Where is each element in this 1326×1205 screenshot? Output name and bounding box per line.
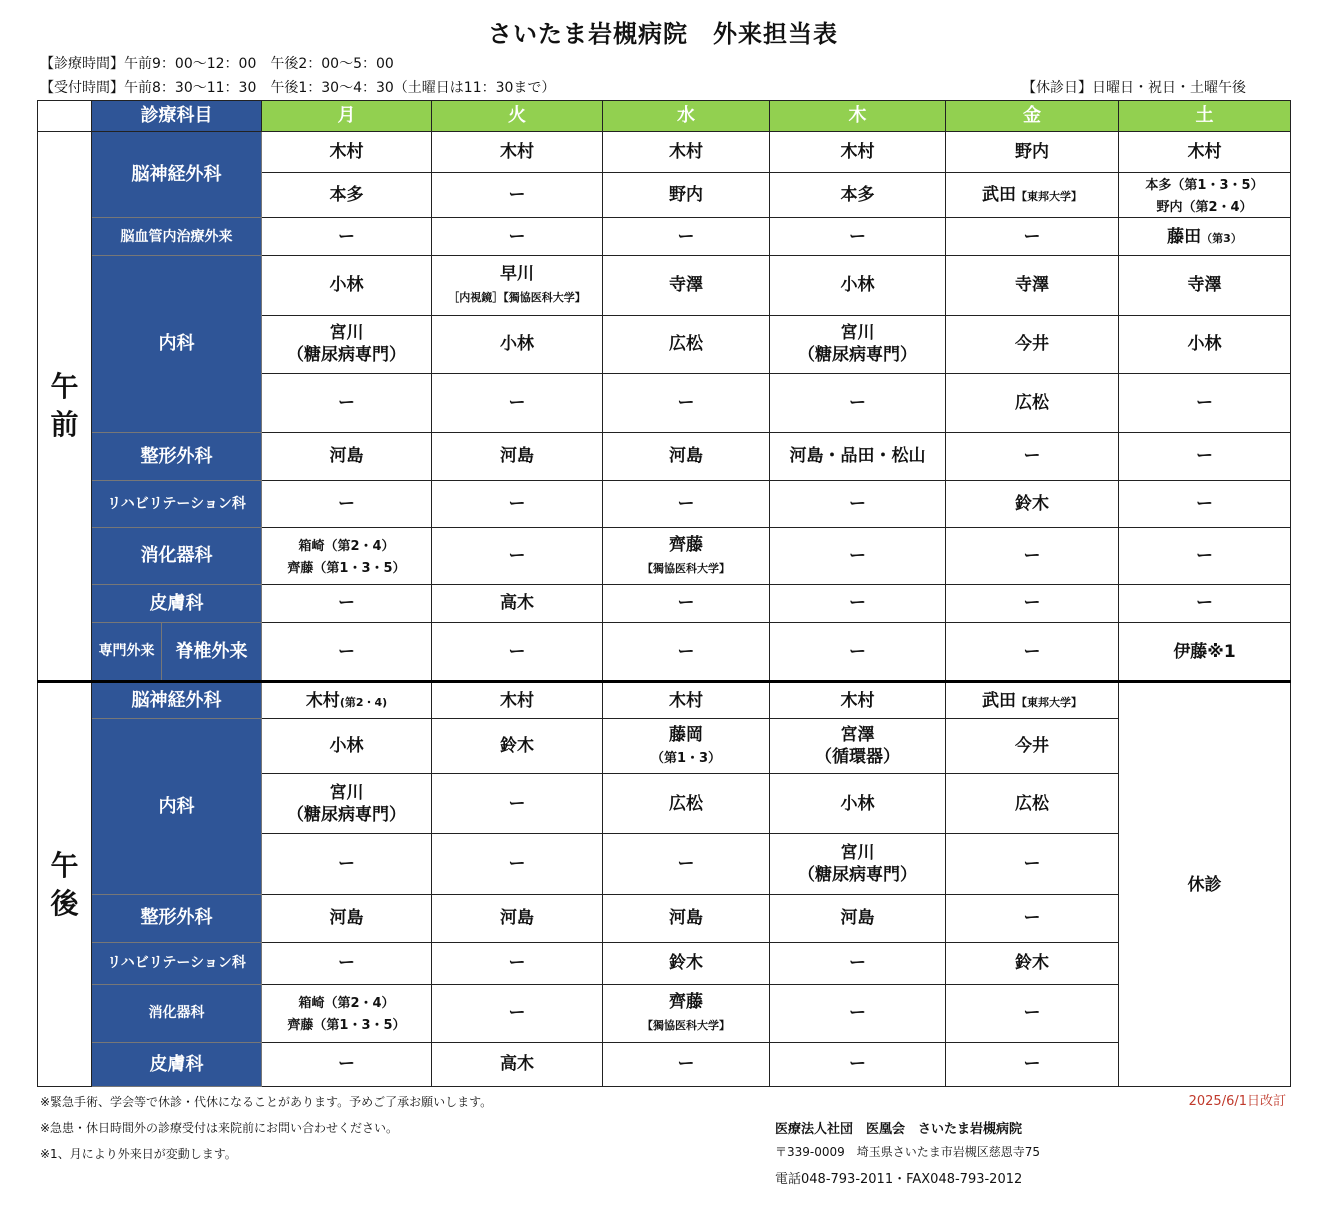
cell: ー: [946, 894, 1119, 942]
pm-sat-closed: 休診: [1119, 682, 1291, 1087]
cell: 小林: [262, 256, 432, 315]
dept-derm-pm: 皮膚科: [92, 1042, 262, 1086]
dept-special-label: 専門外来: [92, 623, 162, 682]
cell: ー: [946, 527, 1119, 584]
cell: ー: [1119, 527, 1291, 584]
day-mon: 月: [262, 101, 432, 132]
dept-neuro-pm: 脳神経外科: [92, 682, 262, 719]
day-thu: 木: [770, 101, 946, 132]
cell: ー: [603, 1042, 770, 1086]
cell: ー: [262, 584, 432, 622]
day-tue: 火: [432, 101, 603, 132]
dept-rehab-am: リハビリテーション科: [92, 480, 262, 527]
cell: 小林: [432, 315, 603, 373]
table-row: [38, 682, 1291, 719]
dept-ortho-am: 整形外科: [92, 432, 262, 480]
header-row: [38, 101, 1291, 132]
cell: 広松: [946, 373, 1119, 432]
cell: 広松: [603, 774, 770, 834]
cell: 寺澤: [946, 256, 1119, 315]
cell: ー: [1119, 432, 1291, 480]
cell: ー: [946, 218, 1119, 256]
table-row: [38, 480, 1291, 527]
period-pm: 午 後: [38, 682, 92, 1087]
revised-date: 2025/6/1日改訂: [1188, 1094, 1286, 1109]
cell: 河島: [262, 894, 432, 942]
cell: ー: [946, 432, 1119, 480]
cell: 小林: [1119, 315, 1291, 373]
cell: 木村: [770, 132, 946, 173]
cell: 河島: [603, 894, 770, 942]
cell: 寺澤: [1119, 256, 1291, 315]
corner-cell: [38, 101, 92, 132]
table-row: [38, 432, 1291, 480]
cell: ー: [603, 584, 770, 622]
cell: 今井: [946, 315, 1119, 373]
cell: ー: [262, 373, 432, 432]
dept-cerebro: 脳血管内治療外来: [92, 218, 262, 256]
cell: 木村: [1119, 132, 1291, 173]
cell: 小林: [770, 256, 946, 315]
cell: 河島: [432, 432, 603, 480]
cell: 武田【東邦大学】: [946, 682, 1119, 719]
cell: 宮川 （糖尿病専門）: [770, 315, 946, 373]
table-row: [38, 984, 1291, 1042]
cell: 河島: [432, 894, 603, 942]
cell: 齊藤 【獨協医科大学】: [603, 527, 770, 584]
table-row: [38, 623, 1291, 682]
cell: ー: [432, 480, 603, 527]
cell: 河島: [262, 432, 432, 480]
cell: 鈴木: [946, 942, 1119, 984]
table-row: [38, 218, 1291, 256]
cell: ー: [770, 1042, 946, 1086]
table-row: [38, 132, 1291, 173]
cell: ー: [770, 218, 946, 256]
dept-gastro-pm: 消化器科: [92, 984, 262, 1042]
cell: 鈴木: [603, 942, 770, 984]
dept-gastro-am: 消化器科: [92, 527, 262, 584]
cell: 本多（第1・3・5） 野内（第2・4）: [1119, 173, 1291, 218]
cell: ー: [432, 984, 603, 1042]
table-row: [38, 942, 1291, 984]
cell: ー: [603, 623, 770, 682]
reception-hours: 【受付時間】午前8：30〜11：30 午後1：30〜4：30（土曜日は11：30まで）: [40, 80, 556, 96]
cell: ー: [432, 527, 603, 584]
cell: 広松: [946, 774, 1119, 834]
cell: ー: [770, 584, 946, 622]
cell: 鈴木: [946, 480, 1119, 527]
cell: ー: [946, 984, 1119, 1042]
cell: ー: [603, 218, 770, 256]
table-row: [38, 584, 1291, 622]
cell: 野内: [603, 173, 770, 218]
cell: 木村(第2・4): [262, 682, 432, 719]
table-row: [38, 256, 1291, 315]
dept-internal-am: 内科: [92, 256, 262, 432]
cell: ー: [1119, 584, 1291, 622]
day-sat: 土: [1119, 101, 1291, 132]
cell: ー: [1119, 373, 1291, 432]
cell: ー: [770, 480, 946, 527]
cell: 宮川 （糖尿病専門）: [262, 774, 432, 834]
cell: 野内: [946, 132, 1119, 173]
footnote-1: ※緊急手術、学会等で休診・代休になることがあります。予めご了承お願いします。: [40, 1095, 493, 1109]
cell: ー: [603, 480, 770, 527]
cell: ー: [770, 984, 946, 1042]
cell: ー: [946, 1042, 1119, 1086]
cell: 宮川 （糖尿病専門）: [262, 315, 432, 373]
cell: 河島・品田・松山: [770, 432, 946, 480]
cell: ー: [432, 218, 603, 256]
cell: ー: [262, 834, 432, 894]
cell: 箱崎（第2・4） 齊藤（第1・3・5）: [262, 984, 432, 1042]
page-title: さいたま岩槻病院 外来担当表: [488, 20, 838, 48]
cell: 本多: [770, 173, 946, 218]
cell: ー: [262, 480, 432, 527]
cell: ー: [770, 373, 946, 432]
cell: 高木: [432, 584, 603, 622]
table-row: [38, 894, 1291, 942]
cell: 宮澤 （循環器）: [770, 719, 946, 774]
cell: ー: [432, 834, 603, 894]
dept-neuro-am: 脳神経外科: [92, 132, 262, 218]
cell: ー: [262, 942, 432, 984]
period-am: 午 前: [38, 132, 92, 682]
cell: 伊藤※1: [1119, 623, 1291, 682]
cell: 広松: [603, 315, 770, 373]
table-row: [38, 1042, 1291, 1086]
table-row: [38, 719, 1291, 774]
cell: ー: [770, 527, 946, 584]
cell: 藤田（第3）: [1119, 218, 1291, 256]
footnote-3: ※1、月により外来日が変動します。: [40, 1147, 237, 1161]
cell: 本多: [262, 173, 432, 218]
dept-header: 診療科目: [92, 101, 262, 132]
cell: ー: [946, 834, 1119, 894]
cell: ー: [262, 623, 432, 682]
footnote-2: ※急患・休日時間外の診療受付は来院前にお問い合わせください。: [40, 1121, 399, 1135]
cell: 今井: [946, 719, 1119, 774]
dept-spine: 脊椎外来: [162, 623, 262, 682]
cell: 宮川 （糖尿病専門）: [770, 834, 946, 894]
day-wed: 水: [603, 101, 770, 132]
cell: ー: [432, 173, 603, 218]
day-fri: 金: [946, 101, 1119, 132]
dept-internal-pm: 内科: [92, 719, 262, 894]
org-address: 〒339-0009 埼玉県さいたま市岩槻区慈恩寺75: [775, 1145, 1041, 1159]
cell: 寺澤: [603, 256, 770, 315]
cell: ー: [946, 584, 1119, 622]
cell: 木村: [432, 682, 603, 719]
consult-hours: 【診療時間】午前9：00〜12：00 午後2：00〜5：00: [40, 56, 394, 72]
cell: ー: [1119, 480, 1291, 527]
cell: ー: [262, 218, 432, 256]
cell: 箱崎（第2・4） 齊藤（第1・3・5）: [262, 527, 432, 584]
cell: 齊藤 【獨協医科大学】: [603, 984, 770, 1042]
dept-ortho-pm: 整形外科: [92, 894, 262, 942]
cell: 藤岡 （第1・3）: [603, 719, 770, 774]
cell: 早川 ［内視鏡］【獨協医科大学】: [432, 256, 603, 315]
dept-derm-am: 皮膚科: [92, 584, 262, 622]
cell: ー: [603, 373, 770, 432]
cell: ー: [432, 373, 603, 432]
cell: 小林: [262, 719, 432, 774]
cell: 木村: [770, 682, 946, 719]
cell: 木村: [432, 132, 603, 173]
schedule-table: [37, 100, 1291, 1087]
cell: 武田【東邦大学】: [946, 173, 1119, 218]
cell: 木村: [603, 132, 770, 173]
org-name: 医療法人社団 医凰会 さいたま岩槻病院: [775, 1122, 1023, 1137]
cell: 小林: [770, 774, 946, 834]
cell: 高木: [432, 1042, 603, 1086]
cell: 木村: [603, 682, 770, 719]
cell: 木村: [262, 132, 432, 173]
cell: ー: [262, 1042, 432, 1086]
cell: ー: [770, 623, 946, 682]
org-phone: 電話048-793-2011・FAX048-793-2012: [775, 1172, 1023, 1187]
cell: ー: [603, 834, 770, 894]
cell: ー: [432, 774, 603, 834]
cell: ー: [946, 623, 1119, 682]
cell: 鈴木: [432, 719, 603, 774]
cell: ー: [432, 623, 603, 682]
table-row: [38, 527, 1291, 584]
cell: ー: [770, 942, 946, 984]
dept-rehab-pm: リハビリテーション科: [92, 942, 262, 984]
cell: 河島: [770, 894, 946, 942]
closed-days: 【休診日】日曜日・祝日・土曜午後: [1022, 80, 1246, 96]
cell: 河島: [603, 432, 770, 480]
cell: ー: [432, 942, 603, 984]
